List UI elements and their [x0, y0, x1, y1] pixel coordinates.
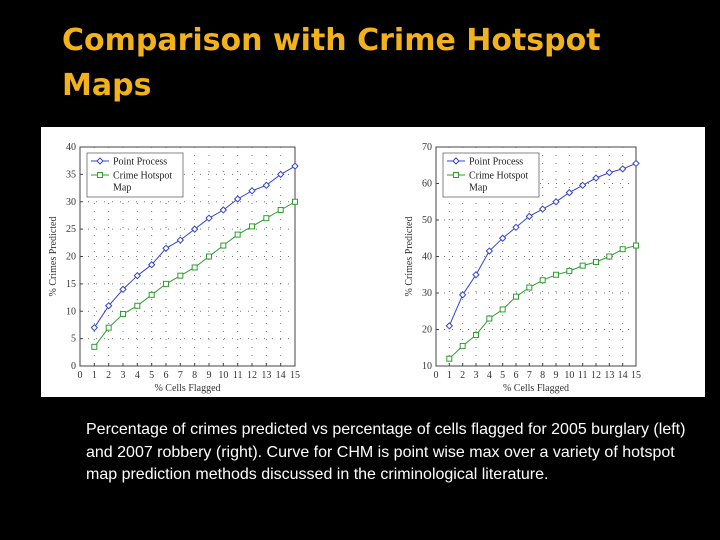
- data-point: [620, 247, 625, 252]
- x-tick-label: 0: [77, 370, 83, 381]
- data-point: [293, 199, 298, 204]
- x-tick-label: 2: [106, 370, 112, 381]
- data-point: [278, 207, 283, 212]
- x-tick-label: 4: [486, 370, 492, 381]
- data-point: [580, 263, 585, 268]
- data-point: [106, 325, 111, 330]
- y-tick-label: 40: [66, 142, 76, 153]
- y-tick-label: 40: [422, 251, 432, 263]
- x-tick-label: 10: [218, 370, 229, 381]
- data-point: [514, 294, 519, 299]
- chart-1: [48, 142, 300, 394]
- y-tick-label: 5: [71, 333, 76, 345]
- x-tick-label: 12: [247, 370, 257, 381]
- x-axis-label: % Cells Flagged: [154, 383, 221, 394]
- x-tick-label: 5: [149, 370, 155, 381]
- y-tick-label: 20: [422, 324, 432, 336]
- x-tick-label: 7: [177, 370, 183, 381]
- x-tick-label: 11: [577, 370, 588, 381]
- legend-label-line: Point Process: [469, 156, 524, 168]
- data-point: [235, 232, 240, 237]
- y-tick-label: 30: [422, 288, 432, 299]
- x-tick-label: 3: [120, 370, 126, 381]
- data-point: [192, 265, 197, 270]
- y-axis-label: % Crimes Predicted: [404, 216, 415, 297]
- data-point: [500, 307, 505, 312]
- x-axis-label: % Cells Flagged: [502, 383, 570, 394]
- legend-label-line: Point Process: [113, 156, 168, 168]
- x-tick-label: 15: [290, 370, 300, 381]
- data-point: [567, 269, 572, 274]
- data-point: [607, 254, 612, 259]
- legend-marker: [454, 173, 459, 178]
- x-tick-label: 8: [192, 370, 198, 381]
- y-tick-label: 20: [66, 251, 76, 263]
- data-point: [92, 344, 97, 349]
- y-tick-label: 50: [422, 215, 432, 226]
- data-point: [221, 243, 226, 248]
- legend-label-line: Crime Hotspot: [469, 170, 529, 182]
- y-tick-label: 10: [66, 306, 76, 318]
- legend-label: [469, 157, 523, 168]
- chart-2: [404, 142, 641, 394]
- legend-label: [113, 157, 167, 168]
- x-tick-label: 3: [473, 370, 479, 381]
- data-point: [594, 259, 599, 264]
- y-tick-label: 30: [66, 196, 76, 208]
- x-tick-label: 6: [513, 370, 519, 381]
- x-tick-label: 0: [433, 370, 439, 381]
- y-tick-label: 70: [422, 142, 432, 153]
- x-tick-label: 11: [232, 370, 243, 381]
- legend-label-line: Map: [113, 182, 132, 194]
- data-point: [207, 254, 212, 259]
- y-axis-label: % Crimes Predicted: [48, 216, 59, 297]
- x-tick-label: 1: [446, 370, 452, 381]
- x-tick-label: 5: [500, 370, 506, 381]
- x-tick-label: 13: [261, 370, 272, 381]
- x-tick-label: 13: [604, 370, 615, 381]
- x-tick-label: 12: [591, 370, 601, 381]
- x-tick-label: 9: [553, 370, 559, 381]
- y-tick-label: 35: [66, 169, 76, 181]
- data-point: [634, 243, 639, 248]
- data-point: [447, 356, 452, 361]
- x-tick-label: 10: [564, 370, 575, 381]
- y-tick-label: 25: [66, 224, 76, 236]
- legend-label-line: Map: [469, 182, 488, 194]
- data-point: [178, 273, 183, 278]
- x-tick-label: 9: [206, 370, 212, 381]
- legend: [443, 153, 539, 197]
- y-tick-label: 60: [422, 178, 432, 190]
- data-point: [460, 343, 465, 348]
- x-tick-label: 14: [275, 370, 286, 381]
- data-point: [264, 216, 269, 221]
- legend: [87, 153, 183, 197]
- data-point: [164, 281, 169, 286]
- data-point: [527, 285, 532, 290]
- data-point: [135, 303, 140, 308]
- data-point: [487, 316, 492, 321]
- x-tick-label: 7: [526, 370, 532, 381]
- figure-caption: Percentage of crimes predicted vs percentage of cells flagged for 2005 burglary (left) and 2007 robbery (right). Curve for CHM is point wise max over a variety of hotspot map prediction methods discussed in the criminological literature.: [86, 421, 686, 483]
- data-point: [554, 272, 559, 277]
- x-tick-label: 8: [540, 370, 546, 381]
- x-tick-label: 1: [91, 370, 97, 381]
- data-point: [149, 292, 154, 297]
- data-point: [121, 311, 126, 316]
- charts-svg: [41, 127, 705, 397]
- y-tick-label: 10: [422, 361, 432, 372]
- data-point: [540, 278, 545, 283]
- x-tick-label: 14: [617, 370, 628, 381]
- legend-marker: [98, 173, 103, 178]
- x-tick-label: 4: [134, 370, 140, 381]
- legend-label-line: Crime Hotspot: [113, 170, 173, 182]
- data-point: [250, 224, 255, 229]
- x-tick-label: 2: [460, 370, 466, 381]
- x-tick-label: 6: [163, 370, 169, 381]
- data-point: [474, 332, 479, 337]
- slide-title: Comparison with Crime Hotspot Maps: [62, 23, 601, 103]
- y-tick-label: 15: [66, 278, 76, 290]
- figure-panel: [41, 127, 705, 397]
- y-tick-label: 0: [71, 361, 76, 372]
- x-tick-label: 15: [631, 370, 641, 381]
